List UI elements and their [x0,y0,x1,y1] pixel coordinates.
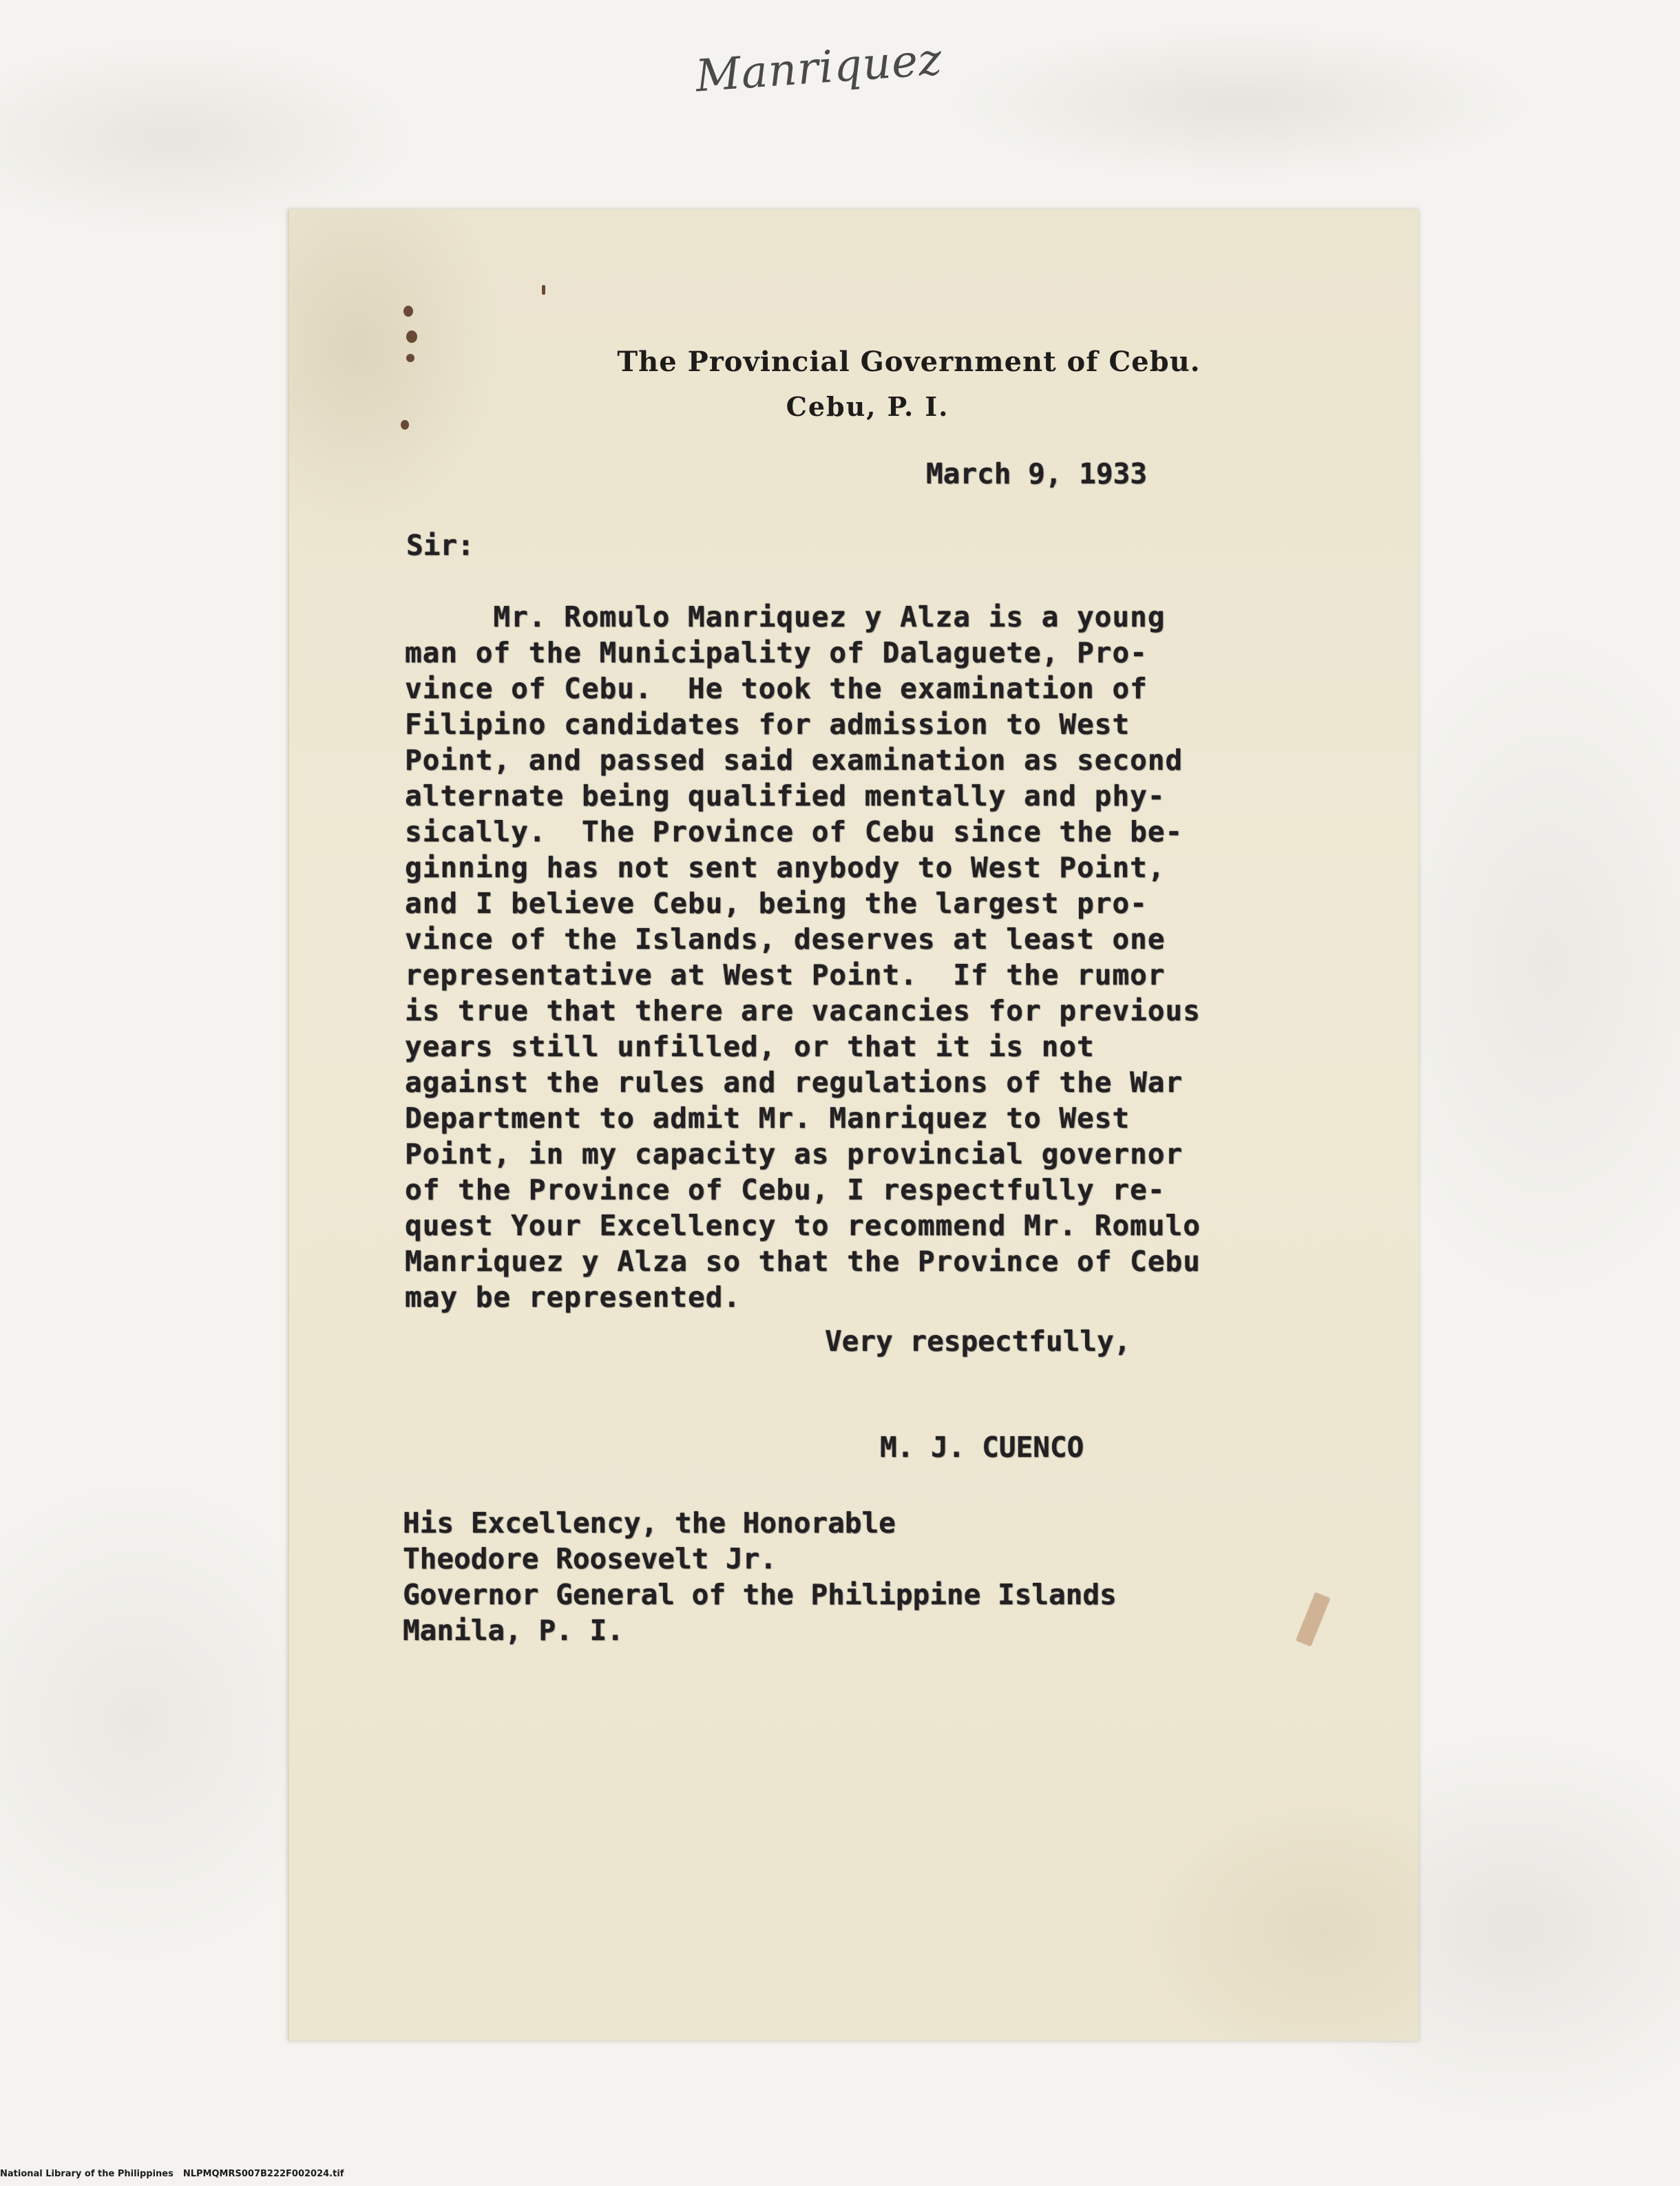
handwritten-annotation: Manriquez [693,34,944,103]
body-line: Department to admit Mr. Manriquez to West [405,1102,1131,1135]
body-line: against the rules and regulations of the War [405,1066,1184,1099]
body-line: years still unfilled, or that it is not [405,1030,1095,1063]
body-line: of the Province of Cebu, I respectfully re- [405,1173,1166,1206]
letter-sheet [288,209,1418,2041]
body-line: vince of Cebu. He took the examination of [405,672,1148,705]
stain-mark [542,285,545,295]
letter-date: March 9, 1933 [926,457,1147,490]
body-line: and I believe Cebu, being the largest pro- [405,887,1148,920]
body-line: Point, and passed said examination as second [405,744,1184,777]
body-line: alternate being qualified mentally and phy- [405,779,1166,812]
letterhead-organization: The Provincial Government of Cebu. [617,346,1201,378]
closing: Very respectfully, [825,1325,1131,1358]
body-line: vince of the Islands, deserves at least one [405,923,1166,956]
letterhead-location: Cebu, P. I. [786,391,949,422]
body-line: quest Your Excellency to recommend Mr. Romulo [405,1209,1201,1242]
stain-mark [406,330,417,343]
addressee-line: Theodore Roosevelt Jr. [403,1542,777,1575]
footer-institution: National Library of the Philippines [0,2169,174,2179]
addressee-line: Manila, P. I. [403,1614,624,1647]
letter-body [405,599,1201,1315]
body-line: ginning has not sent anybody to West Point, [405,851,1166,884]
addressee-line: Governor General of the Philippine Islands [403,1578,1117,1611]
addressee-block [403,1505,1117,1648]
body-line: Point, in my capacity as provincial governor [405,1137,1184,1170]
body-line: sically. The Province of Cebu since the be- [405,815,1184,848]
adhesive-mark [1296,1592,1331,1646]
body-line: is true that there are vacancies for previous [405,994,1201,1027]
body-line: may be represented. [405,1281,741,1314]
body-line: Filipino candidates for admission to West [405,708,1131,741]
salutation: Sir: [406,529,474,562]
addressee-line: His Excellency, the Honorable [403,1506,896,1539]
body-line: representative at West Point. If the rumor [405,958,1166,991]
signature: M. J. CUENCO [880,1431,1084,1464]
body-line: man of the Municipality of Dalaguete, Pro- [405,636,1148,669]
footer-file-id: NLPMQMRS007B222F002024.tif [182,2169,344,2179]
body-line: Mr. Romulo Manriquez y Alza is a young [405,600,1166,633]
archive-footer [0,2169,344,2179]
stain-mark [403,306,413,317]
body-line: Manriquez y Alza so that the Province of Cebu [405,1245,1201,1278]
